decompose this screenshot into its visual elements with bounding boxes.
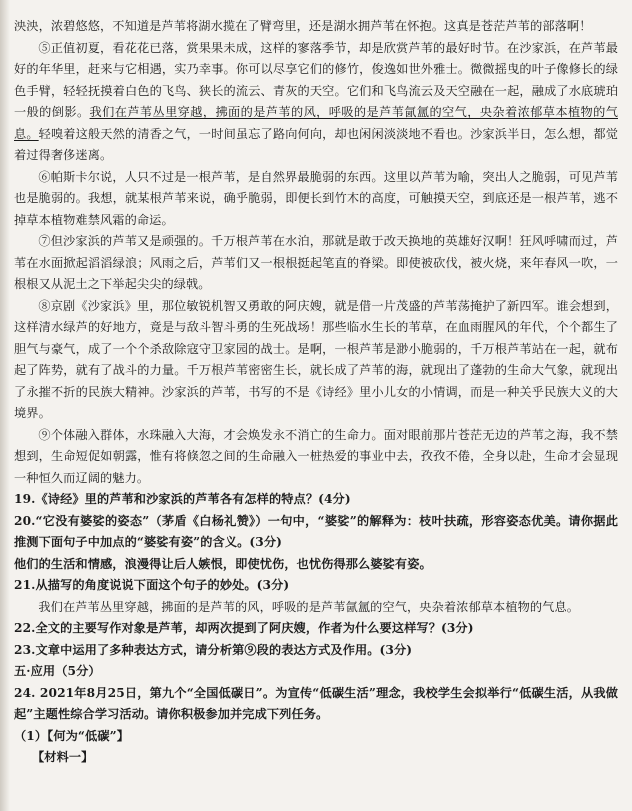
paragraph-5-underlined-sentence: 我们在芦苇丛里穿越，拂面的是芦苇的风，呼吸的是芦苇氤氲的空气，央杂着浓郁草本植物的气息。 (14, 105, 618, 141)
question-21-sentence: 我们在芦苇丛里穿越，拂面的是芦苇的风，呼吸的是芦苇氤氲的空气，央杂着浓郁草本植物的气息。 (38, 599, 580, 614)
paragraph-5-text-a: ⑤正值初夏，看花花已落，赏果果未成，这样的寥落季节，却是欣赏芦苇的最好时节。在沙家浜，在芦苇最好的年华里，赶来与它相遇，实乃幸事。你可以尽享它们的修竹，俊逸如世外雅士。微微摇曳的叶子像修长的绿色手臂，轻轻抚摸着白色的飞鸟、狭长的流云、青灰的天空。它们和飞鸟流云及天空融在一起，融成了水底琥珀一般的倒影。 (14, 40, 618, 119)
question-20-sentence: 他们的生活和情感，浪漫得让后人嫉恨，即使忧伤，也忧伤得那么婆娑有姿。 (14, 556, 432, 571)
paragraph-7: ⑦但沙家浜的芦苇又是顽强的。千万根芦苇在水泊，那就是敢于改天换地的英雄好汉啊！狂风呼啸而过，芦苇在水面掀起滔滔绿浪；风雨之后，芦苇们又一根根挺起笔直的脊梁。即使被砍伐，被火烧，来年春风一吹，一根根又从泥土之下举起尖尖的绿戟。 (14, 234, 618, 291)
section-5-heading: 五·应用（5分） (14, 664, 101, 678)
paragraph-4-tail: 泱泱，浓碧悠悠，不知道是芦苇将湖水揽在了臂弯里，还是湖水拥芦苇在怀抱。这真是苍茫芦苇的部落啊！ (14, 19, 592, 33)
question-19: 19.《诗经》里的芦苇和沙家浜的芦苇各有怎样的特点？(4分) (14, 492, 351, 506)
question-21: 21.从描写的角度说说下面这个句子的妙处。(3分) (14, 578, 290, 592)
material-1-label: 【材料一】 (32, 750, 94, 764)
question-24: 24. 2021年8月25日，第九个“全国低碳日”。为宣传“低碳生活”理念，我校学生会拟举行“低碳生活，从我做起”主题性综合学习活动。请你积极参加并完成下列任务。 (14, 685, 618, 721)
paragraph-6: ⑥帕斯卡尔说，人只不过是一根芦苇，是自然界最脆弱的东西。这里以芦苇为喻，突出人之脆弱，可见芦苇也是脆弱的。我想，就某根芦苇来说，确乎脆弱，即便长到竹木的高度，可触摸天空，到底还是一根芦苇，逃不掉草本植物难禁风霜的命运。 (14, 169, 618, 227)
question-20: 20.“它没有婆娑的姿态”（茅盾《白杨礼赞》）一句中，“婆娑”的解释为：枝叶扶疏，形容姿态优美。请你据此推测下面句子中加点的“婆娑有姿”的含义。(3分) (14, 513, 618, 549)
question-24-subtask-1: （1）【何为“低碳”】 (14, 728, 130, 743)
paragraph-9: ⑨个体融入群体，水珠融入大海，才会焕发永不消亡的生命力。面对眼前那片苍茫无边的芦苇之海，我不禁想到，生命短促如朝露，惟有将倏忽之间的生命融入一桩热爱的事业中去，孜孜不倦，全身以赴，生命才会显现一种恒久而辽阔的魅力。 (14, 427, 618, 485)
paragraph-5-text-b: 轻嗅着这般天然的清香之气，一时间虽忘了路向何向，却也闲闲淡淡地不看也。沙家浜半日，怎么想，都觉着过得奢侈迷离。 (14, 126, 618, 162)
question-23: 23.文章中运用了多种表达方式，请分析第⑨段的表达方式及作用。(3分) (14, 642, 413, 657)
paragraph-5 (14, 38, 618, 167)
question-22: 22.全文的主要写作对象是芦苇，却两次提到了阿庆嫂，作者为什么要这样写？(3分) (14, 621, 474, 635)
paragraph-8: ⑧京剧《沙家浜》里，那位敏锐机智又勇敢的阿庆嫂，就是借一片茂盛的芦苇荡掩护了新四军。谁会想到，这样清水绿芦的好地方，竟是与敌斗智斗勇的生死战场！那些临水生长的苇草，在血雨腥风的年代，个个都生了胆气与豪气，成了一个个杀敌除寇守卫家园的战士。是啊，一根芦苇是渺小脆弱的，千万根芦苇站在一起，就布起了阵势，就有了战斗的力量。千万根芦苇密密生长，就长成了芦苇的海，就现出了蓬勃的生命大气象，就现出了永摧不折的民族大精神。沙家浜的芦苇，书写的不是《诗经》里小儿女的小情调，而是一种关乎民族大义的大境界。 (14, 298, 618, 420)
